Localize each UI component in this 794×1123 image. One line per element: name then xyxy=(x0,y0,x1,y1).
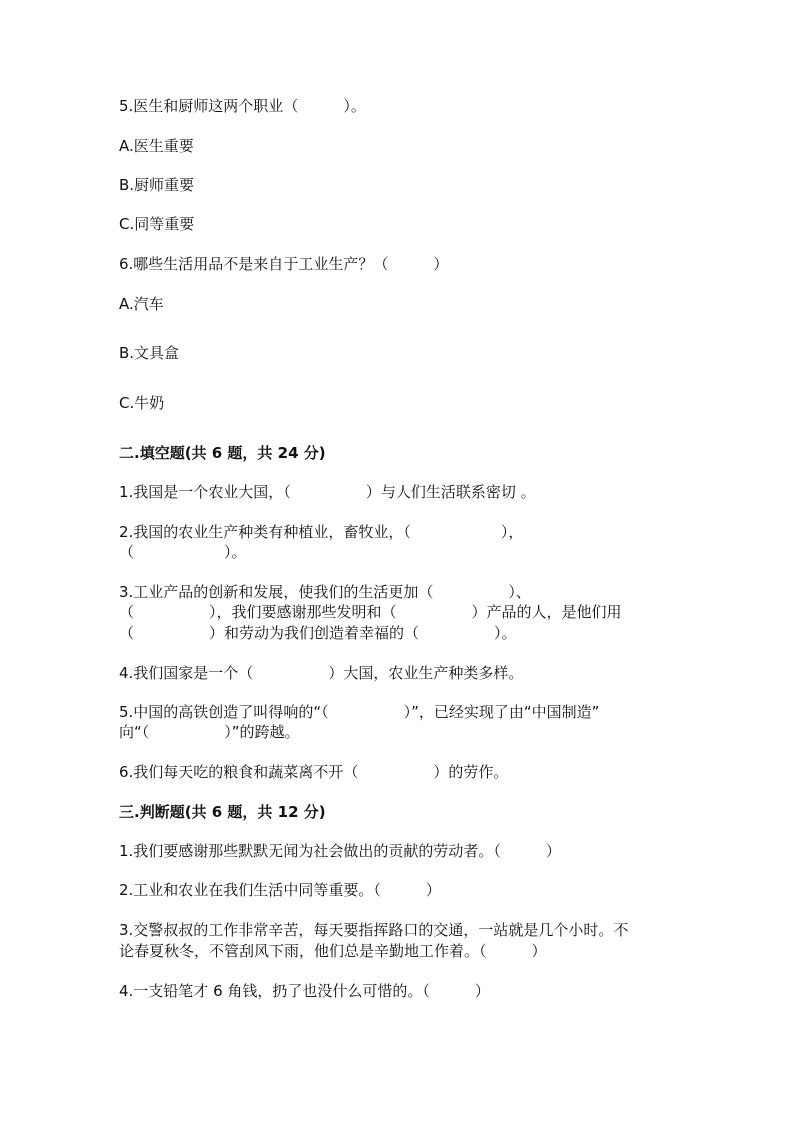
question-6-option-a: A.汽车 xyxy=(119,295,164,313)
fill-blank-6: 6.我们每天吃的粮食和蔬菜离不开（ ）的劳作。 xyxy=(119,763,509,781)
question-5-option-b: B.厨师重要 xyxy=(119,176,195,194)
question-6-option-b: B.文具盒 xyxy=(119,344,180,362)
true-false-1: 1.我们要感谢那些默默无闻为社会做出的贡献的劳动者。（ ） xyxy=(119,842,561,860)
fill-blank-3-line-1: 3.工业产品的创新和发展，使我们的生活更加（ ）、 xyxy=(119,583,531,601)
section-heading-true-false: 三.判断题(共 6 题，共 12 分) xyxy=(119,803,326,821)
true-false-2: 2.工业和农业在我们生活中同等重要。（ ） xyxy=(119,881,441,899)
fill-blank-4: 4.我们国家是一个（ ）大国，农业生产种类多样。 xyxy=(119,664,524,682)
question-5-text: 5.医生和厨师这两个职业（ ）。 xyxy=(119,97,366,115)
true-false-4: 4.一支铅笔才 6 角钱，扔了也没什么可惜的。（ ） xyxy=(119,982,490,1000)
fill-blank-2-line-2: （ ）。 xyxy=(119,543,247,561)
question-5-option-a: A.医生重要 xyxy=(119,137,194,155)
true-false-3-line-2: 论春夏秋冬，不管刮风下雨，他们总是辛勤地工作着。（ ） xyxy=(119,942,547,960)
question-5-option-c: C.同等重要 xyxy=(119,215,195,233)
fill-blank-5-line-2: 向“（ ）”的跨越。 xyxy=(119,723,300,741)
question-6-text: 6.哪些生活用品不是来自于工业生产？（ ） xyxy=(119,255,449,273)
fill-blank-3-line-3: （ ）和劳动为我们创造着幸福的（ ）。 xyxy=(119,624,517,642)
question-6-option-c: C.牛奶 xyxy=(119,394,165,412)
section-heading-fill-blank: 二.填空题(共 6 题，共 24 分) xyxy=(119,444,326,462)
fill-blank-3-line-2: （ ），我们要感谢那些发明和（ ）产品的人，是他们用 xyxy=(119,603,622,621)
fill-blank-2-line-1: 2.我国的农业生产种类有种植业，畜牧业，（ ）， xyxy=(119,523,524,541)
fill-blank-1: 1.我国是一个农业大国，（ ）与人们生活联系密切 。 xyxy=(119,483,536,501)
true-false-3-line-1: 3.交警叔叔的工作非常辛苦，每天要指挥路口的交通，一站就是几个小时。不 xyxy=(119,921,629,939)
fill-blank-5-line-1: 5.中国的高铁创造了叫得响的“（ ）”，已经实现了由“中国制造” xyxy=(119,703,600,721)
